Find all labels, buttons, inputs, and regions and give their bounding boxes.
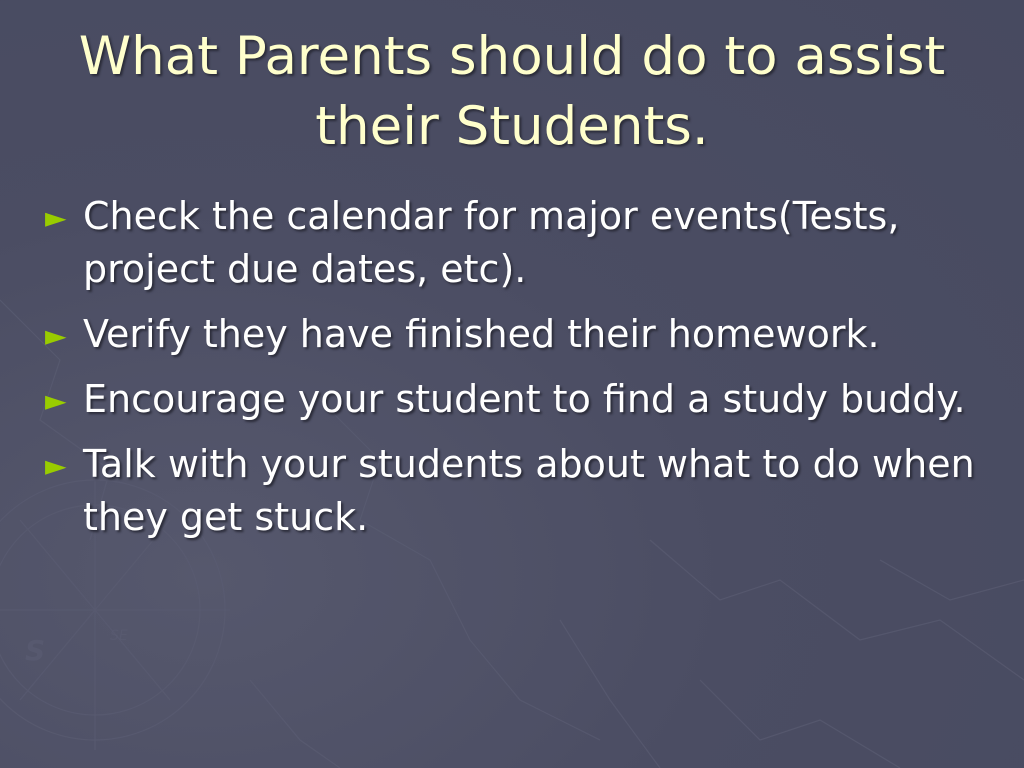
svg-text:S: S (25, 634, 46, 667)
bullet-text: Check the calendar for major events(Tests, project due dates, etc). (83, 194, 900, 291)
triangle-bullet-icon: ► (45, 319, 67, 352)
bullet-item (45, 438, 990, 544)
triangle-bullet-icon: ► (45, 384, 67, 417)
slide-title: What Parents should do to assist their Students. (78, 26, 946, 157)
bullet-item (45, 373, 990, 426)
bullet-text: Talk with your students about what to do when they get stuck. (83, 442, 975, 539)
bullet-text: Encourage your student to find a study buddy. (83, 377, 966, 421)
bullet-list (45, 190, 990, 556)
triangle-bullet-icon: ► (45, 201, 67, 234)
bullet-item (45, 190, 990, 296)
svg-text:SE: SE (110, 628, 128, 644)
bullet-item (45, 308, 990, 361)
bullet-text: Verify they have finished their homework. (83, 312, 880, 356)
triangle-bullet-icon: ► (45, 449, 67, 482)
